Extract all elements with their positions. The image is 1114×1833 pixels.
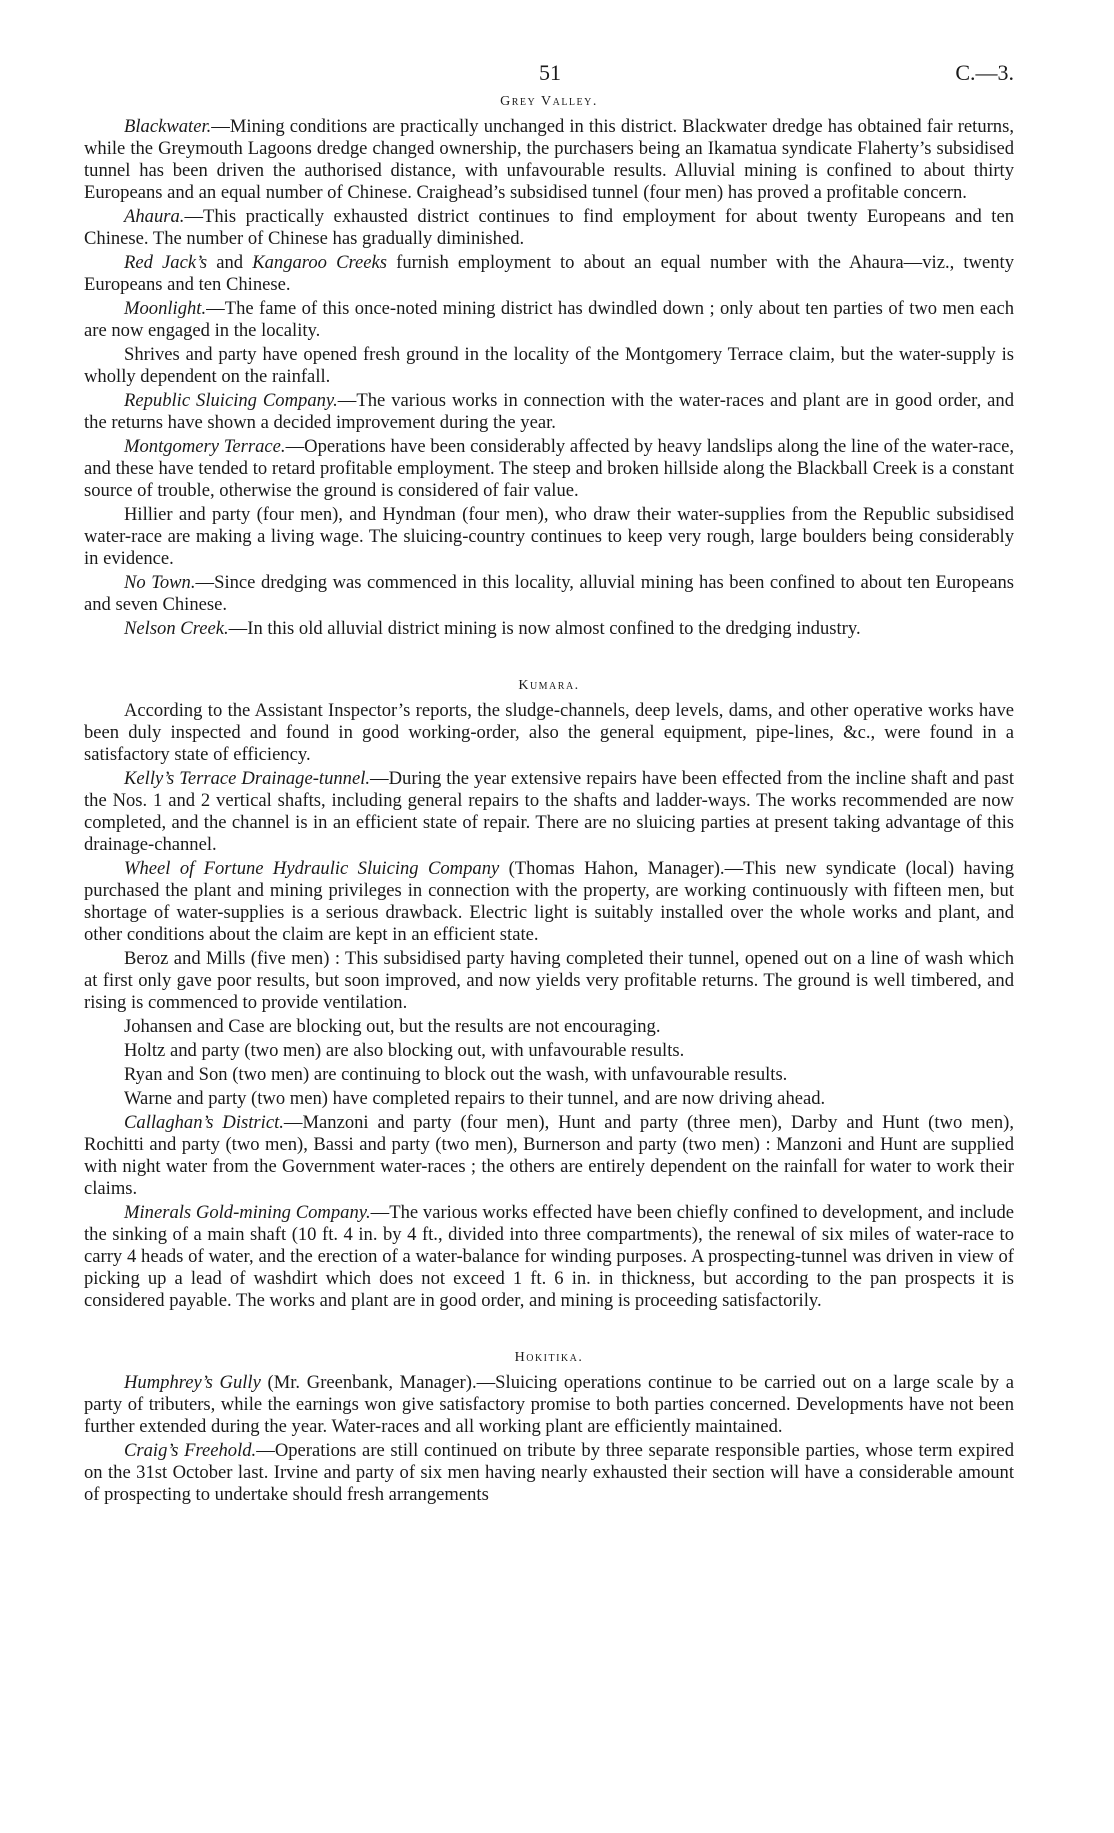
paragraph: Hillier and party (four men), and Hyndman (four men), who draw their water-supplies from the Republic subsidised water-race are making a living wage. The sluicing-country continues to keep very rough, large boulders being considerably in evidence. [84, 504, 1014, 569]
page-header [84, 52, 1014, 88]
paragraph: Blackwater.—Mining conditions are practically unchanged in this district. Blackwater dredge has obtained fair returns, while the Greymouth Lagoons dredge changed ownership, the purchasers being an Ikamatua syndicate Flaherty’s subsidised tunnel has been driven the authorised distance, with unfavourable results. Alluvial mining is confined to about thirty Europeans and an equal number of Chinese. Craighead’s subsidised tunnel (four men) has proved a profitable concern. [84, 116, 1014, 203]
document-reference: C.—3. [955, 60, 1014, 85]
paragraph: Red Jack’s and Kangaroo Creeks furnish employment to about an equal number with the Ahaura—viz., twenty Europeans and ten Chinese. [84, 252, 1014, 295]
paragraph: According to the Assistant Inspector’s reports, the sludge-channels, deep levels, dams, and other operative works have been duly inspected and found in good working-order, also the general equipment, pipe-lines, &c., were found in a satisfactory state of efficiency. [84, 700, 1014, 765]
section-kumara [84, 700, 1014, 1312]
paragraph: Moonlight.—The fame of this once-noted mining district has dwindled down ; only about ten parties of two men each are now engaged in the locality. [84, 298, 1014, 341]
section-title-grey-valley: Grey Valley. [500, 94, 598, 109]
paragraph: Ryan and Son (two men) are continuing to block out the wash, with unfavourable results. [124, 1064, 788, 1085]
paragraph: Shrives and party have opened fresh ground in the locality of the Montgomery Terrace claim, but the water-supply is wholly dependent on the rainfall. [84, 344, 1014, 387]
section-title-hokitika: Hokitika. [514, 1350, 584, 1365]
paragraph: Minerals Gold-mining Company.—The various works effected have been chiefly confined to development, and include the sinking of a main shaft (10 ft. 4 in. by 4 ft., divided into three compartments), the renewal of six miles of water-race to carry 4 heads of water, and the erection of a water-balance for winding purposes. A prospecting-tunnel was driven in view of picking up a lead of washdirt which does not exceed 1 ft. 6 in. in thickness, but according to the pan prospects it is considered payable. The works and plant are in good order, and mining is proceeding satisfactorily. [84, 1202, 1014, 1311]
paragraph: Warne and party (two men) have completed repairs to their tunnel, and are now driving ahead. [124, 1088, 826, 1109]
paragraph: Holtz and party (two men) are also blocking out, with unfavourable results. [124, 1040, 685, 1061]
paragraph: Montgomery Terrace.—Operations have been considerably affected by heavy landslips along the line of the water-race, and these have tended to retard profitable employment. The steep and broken hillside along the Blackball Creek is a constant source of trouble, otherwise the ground is considered of fair value. [84, 436, 1014, 501]
document-page [84, 52, 1014, 1508]
section-grey-valley [84, 116, 1014, 640]
section-title-kumara: Kumara. [518, 678, 580, 693]
paragraph: Beroz and Mills (five men) : This subsidised party having completed their tunnel, opened out on a line of wash which at first only gave poor results, but soon improved, and now yields very profitable returns. The ground is well timbered, and rising is commenced to provide ventilation. [84, 948, 1014, 1013]
paragraph: Johansen and Case are blocking out, but the results are not encouraging. [124, 1016, 661, 1037]
paragraph: Callaghan’s District.—Manzoni and party (four men), Hunt and party (three men), Darby and Hunt (two men), Rochitti and party (two men), Bassi and party (two men), Burnerson and party (two men) : Manzoni and Hunt are supplied with night water from the Government water-races ; the others are entirely dependent on the rainfall for water to work their claims. [84, 1112, 1014, 1199]
paragraph: Wheel of Fortune Hydraulic Sluicing Company (Thomas Hahon, Manager).—This new syndicate (local) having purchased the plant and mining privileges in connection with the property, are working continuously with fifteen men, but shortage of water-supplies is a serious drawback. Electric light is suitably installed over the whole works and plant, and other conditions about the claim are kept in an efficient state. [84, 858, 1014, 945]
paragraph: Craig’s Freehold.—Operations are still continued on tribute by three separate responsible parties, whose term expired on the 31st October last. Irvine and party of six men having nearly exhausted their section will have a considerable amount of prospecting to undertake should fresh arrangements [84, 1440, 1014, 1505]
paragraph: Nelson Creek.—In this old alluvial district mining is now almost confined to the dredging industry. [124, 618, 861, 639]
paragraph: Republic Sluicing Company.—The various works in connection with the water-races and plant are in good order, and the returns have shown a decided improvement during the year. [84, 390, 1015, 433]
page-number: 51 [539, 60, 561, 85]
paragraph: Ahaura.—This practically exhausted district continues to find employment for about twenty Europeans and ten Chinese. The number of Chinese has gradually diminished. [84, 206, 1014, 249]
paragraph: Kelly’s Terrace Drainage-tunnel.—During the year extensive repairs have been effected from the incline shaft and past the Nos. 1 and 2 vertical shafts, including general repairs to the shafts and ladder-ways. The works recommended are now completed, and the channel is in an efficient state of repair. There are no sluicing parties at present taking advantage of this drainage-channel. [84, 768, 1014, 855]
paragraph: No Town.—Since dredging was commenced in this locality, alluvial mining has been confined to about ten Europeans and seven Chinese. [84, 572, 1015, 615]
paragraph: Humphrey’s Gully (Mr. Greenbank, Manager).—Sluicing operations continue to be carried out on a large scale by a party of tributers, while the earnings won give satisfactory promise to both parties concerned. Developments have not been further extended during the year. Water-races and all working plant are efficiently maintained. [84, 1372, 1014, 1437]
section-hokitika [84, 1372, 1014, 1506]
